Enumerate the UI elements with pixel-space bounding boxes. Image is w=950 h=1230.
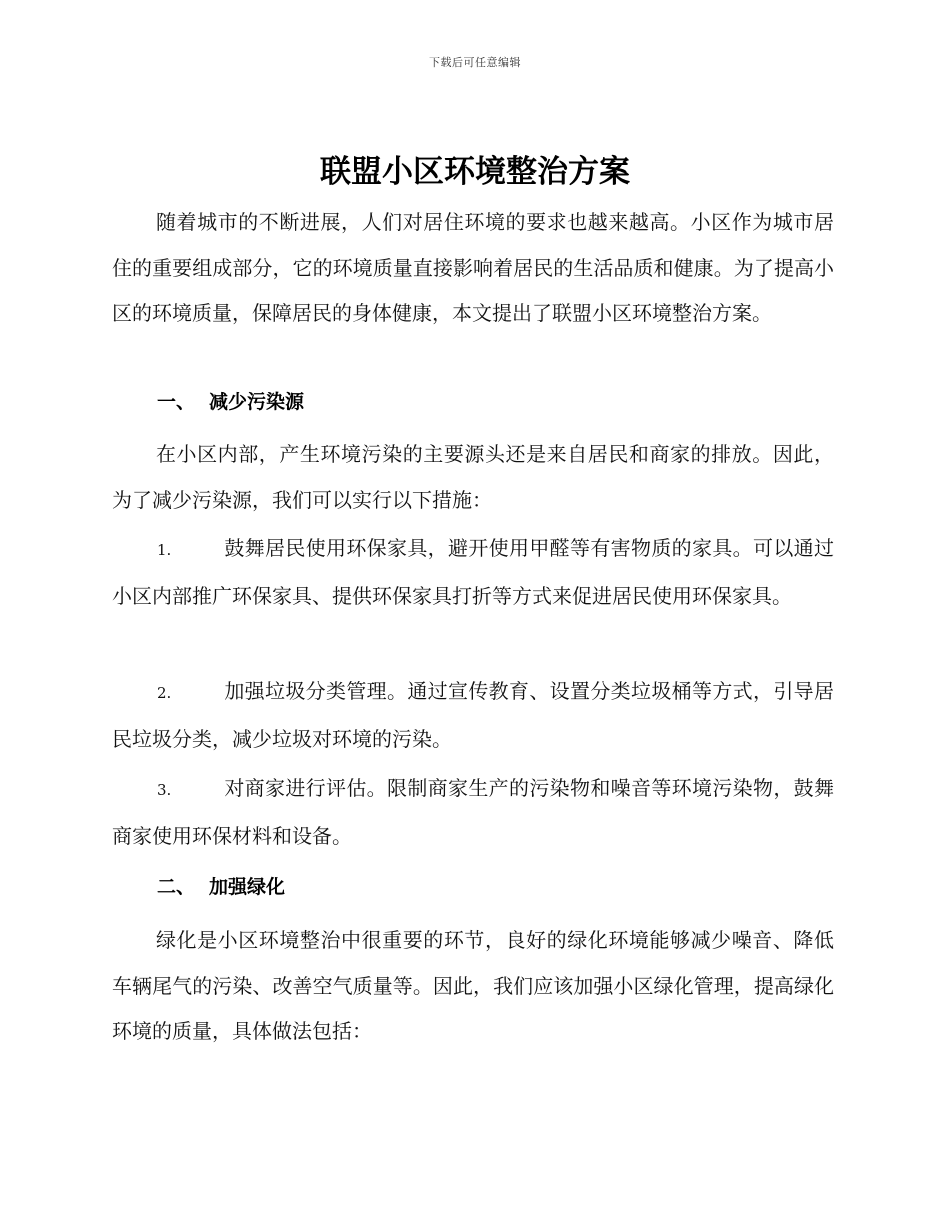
section-2-number: 二、: [157, 876, 196, 898]
section-1-title: 减少污染源: [209, 391, 305, 413]
section-1-number: 一、: [157, 391, 196, 413]
list-item-3: [112, 766, 834, 859]
section-2-heading: [157, 872, 285, 902]
list-item-1-text: 鼓舞居民使用环保家具，避开使用甲醛等有害物质的家具。可以通过小区内部推广环保家具、提供环保家具打折等方式来促进居民使用环保家具。: [112, 536, 834, 608]
section-1-paragraph: 在小区内部，产生环境污染的主要源头还是来自居民和商家的排放。因此，为了减少污染源，我们可以实行以下措施：: [112, 442, 834, 512]
list-item-3-number: 3.: [157, 781, 172, 799]
list-item-1-number: 1.: [157, 541, 172, 559]
header-note: 下载后可任意编辑: [429, 56, 521, 69]
section-1-heading: [157, 387, 304, 417]
section-2-title: 加强绿化: [209, 876, 286, 898]
list-item-3-text: 对商家进行评估。限制商家生产的污染物和噪音等环境污染物，鼓舞商家使用环保材料和设备。: [112, 776, 834, 848]
intro-paragraph: 随着城市的不断进展，人们对居住环境的要求也越来越高。小区作为城市居住的重要组成部分，它的环境质量直接影响着居民的生活品质和健康。为了提高小区的环境质量，保障居民的身体健康，本文提出了联盟小区环境整治方案。: [112, 210, 834, 325]
list-item-2: [112, 669, 834, 762]
list-item-1: [112, 526, 834, 619]
section-2-paragraph: 绿化是小区环境整治中很重要的环节，良好的绿化环境能够减少噪音、降低车辆尾气的污染、改善空气质量等。因此，我们应该加强小区绿化管理，提高绿化环境的质量，具体做法包括：: [112, 928, 834, 1043]
document-title: 联盟小区环境整治方案: [320, 154, 630, 190]
list-item-2-text: 加强垃圾分类管理。通过宣传教育、设置分类垃圾桶等方式，引导居民垃圾分类，减少垃圾对环境的污染。: [112, 679, 834, 751]
list-item-2-number: 2.: [157, 684, 172, 702]
